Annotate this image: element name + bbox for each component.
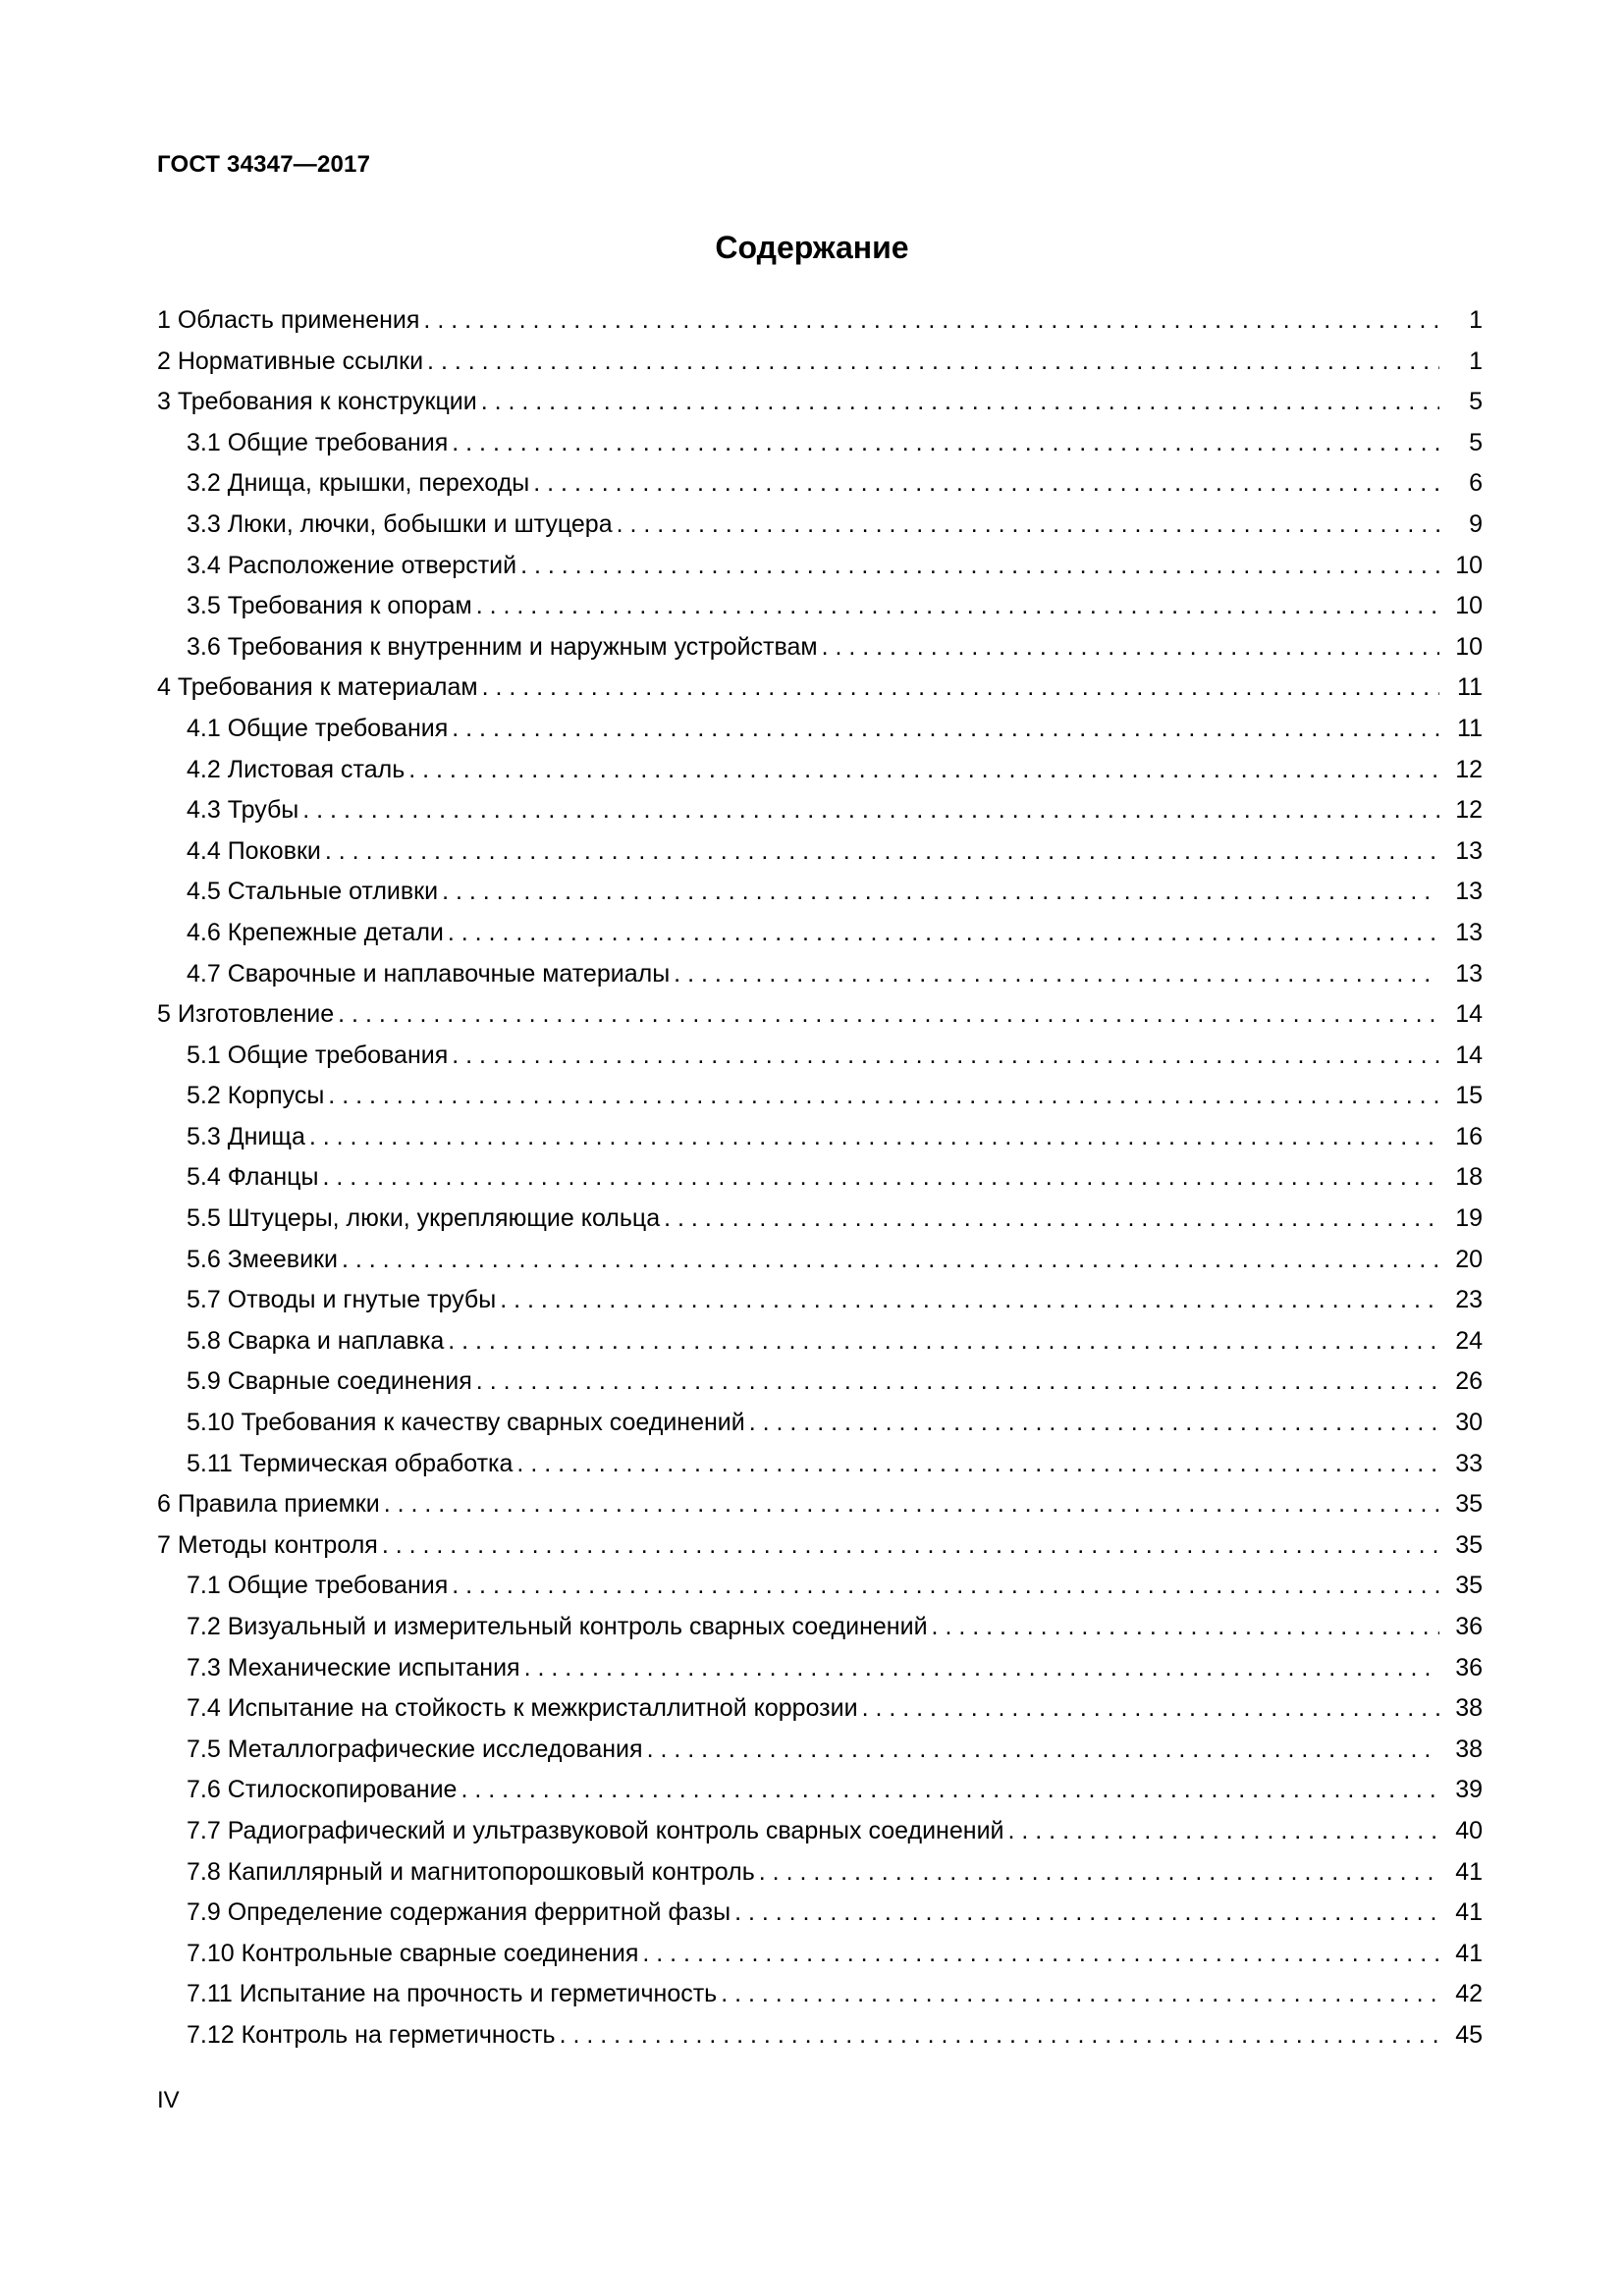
toc-entry[interactable] <box>157 468 1483 509</box>
toc-entry-title: 1 Область применения <box>157 306 420 334</box>
toc-dot-leader <box>448 918 1439 947</box>
toc-dot-leader <box>822 632 1439 662</box>
toc-entry[interactable] <box>157 1408 1483 1449</box>
toc-entry[interactable] <box>157 2020 1483 2061</box>
toc-entry-title: 3.5 Требования к опорам <box>187 592 472 620</box>
toc-entry[interactable] <box>157 509 1483 551</box>
toc-entry-page: 13 <box>1455 959 1483 988</box>
toc-entry[interactable] <box>157 387 1483 428</box>
toc-entry[interactable] <box>157 877 1483 918</box>
toc-entry[interactable] <box>157 1081 1483 1122</box>
toc-entry[interactable] <box>157 1203 1483 1245</box>
toc-dot-leader <box>642 1939 1439 1968</box>
toc-entry-title: 4.3 Трубы <box>187 796 299 825</box>
toc-entry-title: 5.9 Сварные соединения <box>187 1367 472 1396</box>
toc-entry-title: 4.7 Сварочные и наплавочные материалы <box>187 959 671 988</box>
toc-dot-leader <box>482 672 1439 702</box>
toc-entry-title: 7.2 Визуальный и измерительный контроль сварных соединений <box>187 1613 928 1640</box>
toc-entry[interactable] <box>157 1162 1483 1203</box>
toc-entry-page: 41 <box>1455 1857 1483 1886</box>
toc-entry-title: 7.1 Общие требования <box>187 1572 449 1600</box>
toc-entry[interactable] <box>157 1857 1483 1898</box>
toc-dot-leader <box>302 795 1439 825</box>
toc-entry[interactable] <box>157 1775 1483 1816</box>
toc-entry[interactable] <box>157 672 1483 714</box>
toc-entry[interactable] <box>157 632 1483 673</box>
toc-entry[interactable] <box>157 551 1483 592</box>
toc-dot-leader <box>384 1489 1439 1519</box>
toc-entry[interactable] <box>157 1735 1483 1776</box>
toc-entry[interactable] <box>157 1489 1483 1530</box>
toc-entry-title: 3.1 Общие требования <box>187 428 449 456</box>
toc-entry-page: 36 <box>1455 1613 1483 1640</box>
toc-entry-title: 5.7 Отводы и гнутые трубы <box>187 1286 497 1314</box>
toc-entry-title: 5.4 Фланцы <box>187 1163 319 1192</box>
toc-entry[interactable] <box>157 1939 1483 1980</box>
toc-entry-page: 5 <box>1469 388 1483 416</box>
toc-entry-title: 5.1 Общие требования <box>187 1041 449 1069</box>
toc-entry[interactable] <box>157 1285 1483 1326</box>
toc-dot-leader <box>862 1693 1439 1723</box>
toc-entry[interactable] <box>157 836 1483 878</box>
toc-entry-title: 7.11 Испытание на прочность и герметичность <box>187 1980 718 2008</box>
toc-dot-leader <box>442 877 1439 906</box>
toc-dot-leader <box>452 1041 1439 1070</box>
toc-entry-title: 7.10 Контрольные сварные соединения <box>187 1939 639 1967</box>
toc-entry-page: 11 <box>1457 714 1483 742</box>
toc-dot-leader <box>342 1245 1439 1274</box>
toc-entry-page: 38 <box>1455 1735 1483 1763</box>
toc-entry-page: 11 <box>1457 673 1483 702</box>
toc-entry-page: 35 <box>1455 1530 1483 1559</box>
toc-entry[interactable] <box>157 714 1483 755</box>
toc-dot-leader <box>560 2020 1439 2050</box>
table-of-contents <box>157 305 1483 2061</box>
toc-entry-page: 41 <box>1455 1898 1483 1927</box>
toc-entry[interactable] <box>157 305 1483 347</box>
toc-entry-page: 10 <box>1455 632 1483 661</box>
toc-dot-leader <box>647 1735 1439 1764</box>
toc-entry-title: 4.2 Листовая сталь <box>187 755 406 783</box>
toc-entry[interactable] <box>157 1449 1483 1490</box>
toc-entry-page: 15 <box>1455 1082 1483 1110</box>
toc-entry-page: 13 <box>1455 918 1483 946</box>
toc-entry-page: 10 <box>1455 592 1483 620</box>
toc-entry-title: 7.3 Механические испытания <box>187 1653 520 1682</box>
toc-entry[interactable] <box>157 1530 1483 1572</box>
document-code: ГОСТ 34347—2017 <box>157 151 371 178</box>
toc-entry[interactable] <box>157 428 1483 469</box>
toc-entry-title: 3.3 Люки, лючки, бобышки и штуцера <box>187 509 613 538</box>
toc-entry[interactable] <box>157 1245 1483 1286</box>
toc-entry-title: 5.8 Сварка и наплавка <box>187 1326 445 1355</box>
toc-entry[interactable] <box>157 1693 1483 1735</box>
toc-entry-page: 9 <box>1469 509 1483 538</box>
toc-entry[interactable] <box>157 795 1483 836</box>
toc-entry-page: 6 <box>1469 469 1483 498</box>
toc-entry-title: 4.5 Стальные отливки <box>187 878 439 906</box>
toc-entry[interactable] <box>157 1122 1483 1163</box>
toc-entry[interactable] <box>157 1326 1483 1367</box>
toc-entry-page: 1 <box>1469 347 1483 375</box>
toc-dot-leader <box>322 1162 1439 1192</box>
toc-entry-title: 6 Правила приемки <box>157 1490 380 1519</box>
toc-entry-title: 5.5 Штуцеры, люки, укрепляющие кольца <box>187 1204 661 1233</box>
toc-dot-leader <box>500 1285 1439 1314</box>
toc-entry-title: 3.4 Расположение отверстий <box>187 551 517 579</box>
toc-dot-leader <box>452 714 1439 743</box>
toc-dot-leader <box>617 509 1439 539</box>
toc-entry-title: 3 Требования к конструкции <box>157 388 477 416</box>
toc-entry[interactable] <box>157 918 1483 959</box>
page-title: Содержание <box>715 230 909 265</box>
toc-dot-leader <box>476 591 1439 620</box>
toc-dot-leader <box>664 1203 1439 1233</box>
toc-entry-page: 14 <box>1455 1041 1483 1069</box>
toc-entry[interactable] <box>157 1897 1483 1939</box>
toc-dot-leader <box>309 1122 1439 1151</box>
toc-entry-page: 19 <box>1455 1204 1483 1233</box>
toc-dot-leader <box>476 1366 1439 1396</box>
toc-entry-title: 7.12 Контроль на герметичность <box>187 2020 556 2049</box>
toc-dot-leader <box>452 428 1439 457</box>
page-number: IV <box>157 2087 180 2113</box>
toc-entry-title: 3.6 Требования к внутренним и наружным устройствам <box>187 632 818 661</box>
toc-entry-page: 26 <box>1455 1367 1483 1396</box>
toc-entry-page: 40 <box>1455 1816 1483 1844</box>
toc-entry-page: 16 <box>1455 1122 1483 1150</box>
toc-dot-leader <box>427 347 1439 376</box>
toc-entry[interactable] <box>157 1041 1483 1082</box>
toc-entry-page: 30 <box>1455 1409 1483 1437</box>
toc-dot-leader <box>932 1612 1439 1641</box>
toc-entry-page: 12 <box>1455 755 1483 783</box>
toc-dot-leader <box>408 755 1439 784</box>
toc-entry[interactable] <box>157 959 1483 1000</box>
toc-dot-leader <box>516 1449 1439 1478</box>
toc-entry-page: 35 <box>1455 1572 1483 1600</box>
toc-entry-page: 14 <box>1455 1000 1483 1029</box>
toc-entry-title: 7.4 Испытание на стойкость к межкристаллитной коррозии <box>187 1694 858 1723</box>
toc-entry-page: 39 <box>1455 1776 1483 1804</box>
toc-entry-title: 5.2 Корпусы <box>187 1082 325 1110</box>
toc-entry-page: 41 <box>1455 1939 1483 1967</box>
toc-entry-page: 1 <box>1469 306 1483 334</box>
toc-entry[interactable] <box>157 1653 1483 1694</box>
toc-entry[interactable] <box>157 999 1483 1041</box>
toc-dot-leader <box>338 999 1439 1029</box>
toc-entry-title: 3.2 Днища, крышки, переходы <box>187 469 530 498</box>
toc-entry[interactable] <box>157 755 1483 796</box>
toc-entry[interactable] <box>157 1571 1483 1612</box>
toc-dot-leader <box>1008 1816 1440 1845</box>
toc-entry-title: 7.7 Радиографический и ультразвуковой контроль сварных соединений <box>187 1816 1004 1844</box>
toc-dot-leader <box>734 1897 1439 1927</box>
toc-entry-title: 5.6 Змеевики <box>187 1245 338 1273</box>
toc-dot-leader <box>423 305 1439 335</box>
toc-entry-title: 5.3 Днища <box>187 1122 305 1150</box>
toc-dot-leader <box>759 1857 1439 1887</box>
toc-dot-leader <box>328 1081 1439 1110</box>
toc-entry-page: 18 <box>1455 1163 1483 1192</box>
toc-dot-leader <box>721 1979 1439 2008</box>
toc-entry[interactable] <box>157 347 1483 388</box>
toc-dot-leader <box>481 387 1439 416</box>
toc-entry-title: 7.8 Капиллярный и магнитопорошковый контроль <box>187 1857 755 1886</box>
toc-entry-title: 5.10 Требования к качеству сварных соединений <box>187 1409 745 1437</box>
toc-dot-leader <box>460 1775 1439 1804</box>
toc-dot-leader <box>452 1571 1439 1600</box>
toc-dot-leader <box>533 468 1439 498</box>
toc-entry-page: 38 <box>1455 1694 1483 1723</box>
toc-entry-title: 7 Методы контроля <box>157 1530 378 1559</box>
toc-entry-page: 23 <box>1455 1286 1483 1314</box>
toc-entry-title: 7.6 Стилоскопирование <box>187 1776 458 1804</box>
toc-entry-page: 33 <box>1455 1449 1483 1477</box>
toc-entry[interactable] <box>157 1979 1483 2020</box>
toc-entry-page: 13 <box>1455 836 1483 865</box>
toc-entry-title: 4.1 Общие требования <box>187 714 449 742</box>
toc-dot-leader <box>674 959 1439 988</box>
toc-entry-title: 7.9 Определение содержания ферритной фазы <box>187 1898 731 1927</box>
toc-dot-leader <box>325 836 1439 866</box>
toc-entry[interactable] <box>157 591 1483 632</box>
toc-dot-leader <box>520 551 1439 580</box>
toc-entry-page: 10 <box>1455 551 1483 579</box>
toc-entry-page: 45 <box>1455 2020 1483 2049</box>
toc-entry[interactable] <box>157 1816 1483 1857</box>
toc-dot-leader <box>524 1653 1439 1682</box>
toc-entry-title: 4.4 Поковки <box>187 836 321 865</box>
toc-entry-title: 7.5 Металлографические исследования <box>187 1735 643 1763</box>
toc-entry-title: 5 Изготовление <box>157 1000 335 1029</box>
toc-dot-leader <box>448 1326 1439 1356</box>
toc-entry[interactable] <box>157 1366 1483 1408</box>
toc-entry-page: 24 <box>1455 1326 1483 1355</box>
toc-dot-leader <box>749 1408 1439 1437</box>
toc-entry-title: 2 Нормативные ссылки <box>157 347 424 375</box>
toc-entry-page: 42 <box>1455 1980 1483 2008</box>
toc-entry-title: 5.11 Термическая обработка <box>187 1449 514 1477</box>
toc-entry[interactable] <box>157 1612 1483 1653</box>
toc-entry-page: 20 <box>1455 1245 1483 1273</box>
toc-entry-page: 13 <box>1455 878 1483 906</box>
toc-entry-page: 35 <box>1455 1490 1483 1519</box>
toc-entry-page: 5 <box>1469 428 1483 456</box>
toc-dot-leader <box>382 1530 1439 1560</box>
toc-entry-title: 4 Требования к материалам <box>157 673 478 702</box>
toc-entry-title: 4.6 Крепежные детали <box>187 918 444 946</box>
toc-entry-page: 12 <box>1455 796 1483 825</box>
toc-entry-page: 36 <box>1455 1653 1483 1682</box>
